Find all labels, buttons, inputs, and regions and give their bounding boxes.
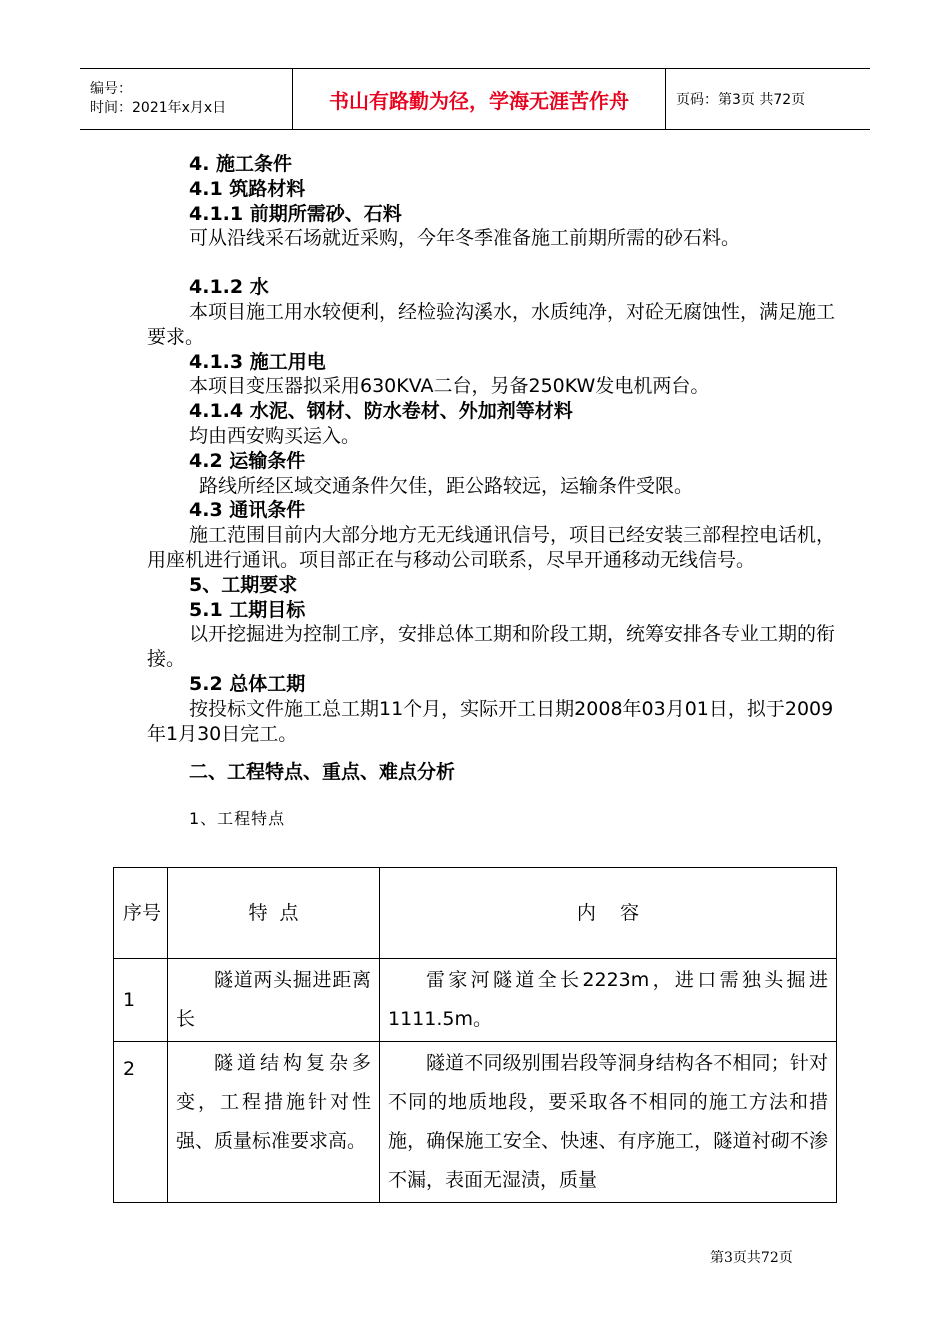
page-header xyxy=(80,68,870,130)
table-row xyxy=(114,1042,837,1203)
row-seq: 2 xyxy=(114,1042,168,1203)
features-table xyxy=(113,867,837,1203)
header-feature: 特 点 xyxy=(168,868,380,959)
heading-4-1-3: 4.1.3 施工用电 xyxy=(189,350,326,373)
heading-4-1-1: 4.1.1 前期所需砂、石料 xyxy=(189,202,402,225)
paragraph-4-3: 施工范围目前内大部分地方无无线通讯信号，项目已经安装三部程控电话机，用座机进行通讯。项目部正在与移动公司联系，尽早开通移动无线信号。 xyxy=(147,524,836,571)
paragraph-4-1-3: 本项目变压器拟采用630KVA二台，另备250KW发电机两台。 xyxy=(189,375,710,398)
paragraph-5-1: 以开挖掘进为控制工序，安排总体工期和阶段工期，统筹安排各专业工期的衔接。 xyxy=(147,623,836,671)
table-row xyxy=(114,959,837,1042)
time-label: 时间：2021年x月x日 xyxy=(90,100,227,116)
document-body xyxy=(147,152,837,832)
subsection-1-title: 1、工程特点 xyxy=(189,809,286,829)
number-label: 编号： xyxy=(90,81,132,97)
heading-5-1: 5.1 工期目标 xyxy=(189,598,306,621)
heading-4-1-2: 4.1.2 水 xyxy=(189,276,269,299)
section-2-title: 二、工程特点、重点、难点分析 xyxy=(189,761,456,784)
header-seq: 序号 xyxy=(114,868,168,959)
heading-4-2: 4.2 运输条件 xyxy=(189,449,306,472)
paragraph-4-1-2: 本项目施工用水较便利，经检验沟溪水，水质纯净，对砼无腐蚀性，满足施工要求。 xyxy=(147,300,836,348)
header-meta xyxy=(80,69,293,130)
paragraph-4-1-4: 均由西安购买运入。 xyxy=(189,424,361,447)
row-feature: 隧道结构复杂多变，工程措施针对性强、质量标准要求高。 xyxy=(168,1042,380,1203)
motto: 书山有路勤为径，学海无涯苦作舟 xyxy=(293,69,666,130)
heading-5-2: 5.2 总体工期 xyxy=(189,672,306,695)
paragraph-4-2: 路线所经区域交通条件欠佳，距公路较远，运输条件受限。 xyxy=(199,474,694,497)
page-footer: 第3页共72页 xyxy=(710,1250,793,1266)
page-label: 页码：第3页 共72页 xyxy=(666,69,871,130)
row-content: 隧道不同级别围岩段等洞身结构各不相同；针对不同的地质地段，要采取各不相同的施工方法和措施，确保施工安全、快速、有序施工，隧道衬砌不渗不漏，表面无湿渍，质量 xyxy=(380,1042,837,1203)
heading-4-1: 4.1 筑路材料 xyxy=(189,177,306,200)
header-content: 内 容 xyxy=(380,868,837,959)
row-seq: 1 xyxy=(114,959,168,1042)
heading-4-1-4: 4.1.4 水泥、钢材、防水卷材、外加剂等材料 xyxy=(189,400,573,423)
paragraph-4-1-1: 可从沿线采石场就近采购，今年冬季准备施工前期所需的砂石料。 xyxy=(189,227,741,250)
paragraph-5-2: 按投标文件施工总工期11个月，实际开工日期2008年03月01日，拟于2009年1月30日完工。 xyxy=(147,697,834,745)
heading-4-3: 4.3 通讯条件 xyxy=(189,499,306,522)
row-content: 雷家河隧道全长2223m，进口需独头掘进1111.5m。 xyxy=(380,959,837,1042)
heading-5: 5、工期要求 xyxy=(189,573,298,596)
heading-4: 4. 施工条件 xyxy=(189,153,293,175)
row-feature: 隧道两头掘进距离长 xyxy=(168,959,380,1042)
table-header-row xyxy=(114,868,837,959)
